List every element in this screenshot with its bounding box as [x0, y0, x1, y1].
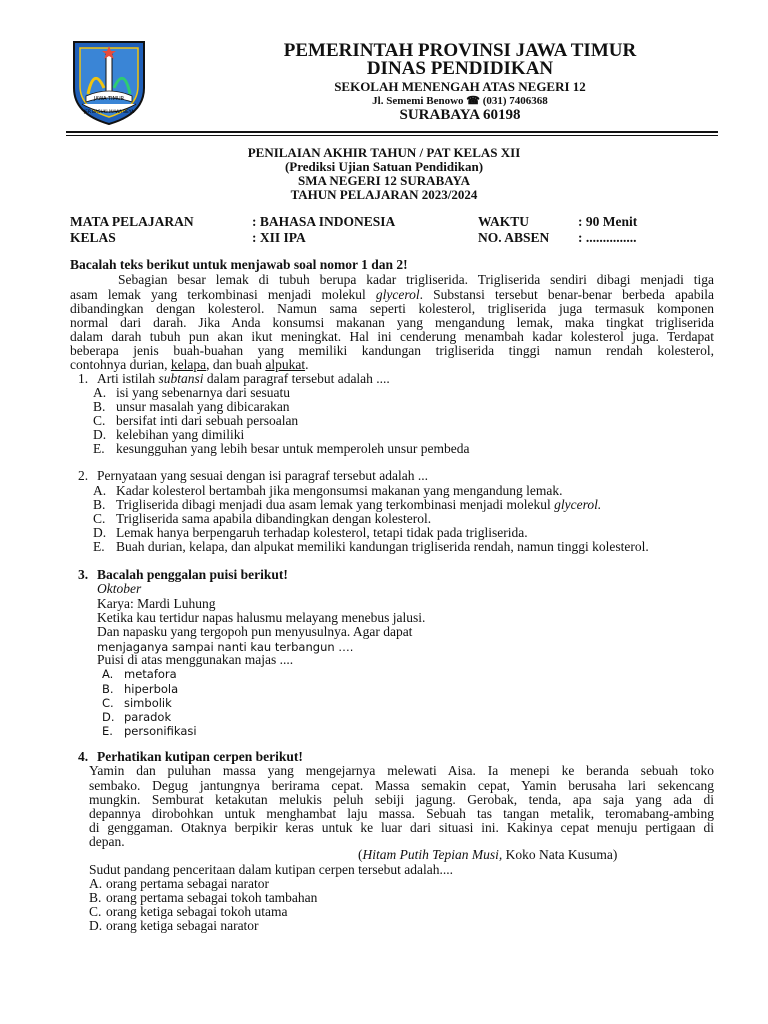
option-letter: D. — [93, 427, 107, 442]
option-letter: A. — [102, 667, 114, 681]
option-letter: B. — [93, 399, 106, 414]
option-text: simbolik — [124, 696, 172, 710]
passage-line: Sebagian besar lemak di tubuh berupa kadar trigliserida. Trigliserida sendiri dibagi menjadi tiga — [118, 272, 714, 287]
letterhead-divider-thick — [66, 131, 718, 133]
subject-value: : BAHASA INDONESIA — [252, 214, 396, 229]
excerpt-line: sembako. Degug jantungnya berirama cepat. Massa semakin cepat, Yamin berusaha lari sekencang — [89, 778, 714, 793]
option-text: metafora — [124, 667, 177, 681]
option-text: orang ketiga sebagai narator — [106, 918, 259, 933]
passage-line: contohnya durian, kelapa, dan buah alpukat. — [70, 357, 309, 372]
poem-author: Karya: Mardi Luhung — [97, 596, 216, 611]
option-text: Kadar kolesterol bertambah jika mengonsumsi makanan yang mengandung lemak. — [116, 483, 563, 498]
time-value: : 90 Menit — [578, 214, 638, 229]
poem-line: Dan napasku yang tergopoh pun menyusulnya. Agar dapat — [97, 624, 413, 639]
question-prompt: Sudut pandang penceritaan dalam kutipan cerpen tersebut adalah.... — [89, 862, 453, 877]
letterhead-city: SURABAYA 60198 — [399, 107, 521, 123]
excerpt-line: di genggaman. Otaknya berpikir keras untuk ke luar dari situasi ini. Kakinya cepat menuju pertigaan di — [89, 820, 714, 835]
passage-line: asam lemak yang terkombinasi menjadi molekul glycerol. Substansi tersebut benar-benar berbeda apabila — [70, 287, 714, 302]
question-stem: Pernyataan yang sesuai dengan isi paragraf tersebut adalah ... — [97, 468, 428, 483]
exam-school: SMA NEGERI 12 SURABAYA — [297, 173, 471, 188]
logo-motto: JER BASUKI MAWA BEYA — [84, 109, 134, 114]
option-text: orang pertama sebagai narator — [106, 876, 270, 891]
question-number: 3. — [78, 567, 89, 582]
letterhead-school: SEKOLAH MENENGAH ATAS NEGERI 12 — [334, 79, 586, 94]
option-letter: C. — [89, 904, 102, 919]
option-text: orang ketiga sebagai tokoh utama — [106, 904, 288, 919]
question-stem: Bacalah penggalan puisi berikut! — [97, 567, 288, 582]
option-letter: E. — [93, 539, 105, 554]
letterhead-divider-thin — [66, 135, 718, 136]
option-letter: A. — [93, 385, 107, 400]
poem-line: menjaganya sampai nanti kau terbangun …. — [97, 640, 354, 654]
option-text: kelebihan yang dimiliki — [116, 427, 245, 442]
letterhead-government: PEMERINTAH PROVINSI JAWA TIMUR — [283, 40, 637, 61]
class-label: KELAS — [70, 230, 116, 245]
exam-subtitle: (Prediksi Ujian Satuan Pendidikan) — [284, 159, 484, 174]
option-text: Trigliserida sama apabila dibandingkan dengan kolesterol. — [116, 511, 432, 526]
question-stem: Perhatikan kutipan cerpen berikut! — [97, 749, 303, 764]
option-text: kesungguhan yang lebih besar untuk memperoleh unsur pembeda — [116, 441, 470, 456]
option-letter: D. — [89, 918, 103, 933]
option-text: paradok — [124, 710, 172, 724]
time-label: WAKTU — [478, 214, 530, 229]
class-value: : XII IPA — [252, 230, 306, 245]
excerpt-source: (Hitam Putih Tepian Musi, Koko Nata Kusuma) — [358, 847, 618, 862]
option-letter: C. — [102, 696, 114, 710]
option-text: bersifat inti dari sebuah persoalan — [116, 413, 299, 428]
passage-line: normal dari darah. Jika Anda konsumsi makanan yang mengandung lemak, maka tingkat trigliserida — [70, 315, 714, 330]
letterhead-department: DINAS PENDIDIKAN — [366, 58, 554, 79]
option-letter: C. — [93, 413, 106, 428]
absen-value: : ............... — [578, 230, 637, 245]
province-emblem-logo — [64, 36, 154, 126]
option-text: Lemak hanya berpengaruh terhadap kolesterol, tetapi tidak pada trigliserida. — [116, 525, 528, 540]
option-text: Buah durian, kelapa, dan alpukat memiliki kandungan trigliserida rendah, namun tinggi kolesterol. — [116, 539, 649, 554]
passage-line: dalam darah tubuh pun akan ikut meningkat. Hal ini cenderung menambah kadar kolesterol juga. Terdapat — [70, 329, 714, 344]
option-letter: A. — [89, 876, 103, 891]
poem-title: Oktober — [97, 581, 142, 596]
option-letter: E. — [93, 441, 105, 456]
option-text: hiperbola — [124, 682, 179, 696]
letterhead-address: Jl. Sememi Benowo ☎ (031) 7406368 — [372, 95, 548, 107]
option-text: isi yang sebenarnya dari sesuatu — [116, 385, 290, 400]
passage-instruction: Bacalah teks berikut untuk menjawab soal nomor 1 dan 2! — [70, 257, 408, 272]
option-letter: D. — [102, 710, 115, 724]
exam-year: TAHUN PELAJARAN 2023/2024 — [290, 187, 478, 202]
option-letter: B. — [93, 497, 106, 512]
logo-text-top: JAWA TIMUR — [93, 96, 125, 102]
exam-title: PENILAIAN AKHIR TAHUN / PAT KELAS XII — [247, 145, 521, 160]
excerpt-line: mungkin. Semburat ketakutan melukis peluh sebiji jagung. Gerobak, tenda, apa saja yang ada di — [89, 792, 714, 807]
passage-line: beberapa jenis buah-buahan yang memiliki kandungan trigliserida tinggi namun rendah kolesterol, — [70, 343, 714, 358]
poem-line: Ketika kau tertidur napas halusmu melayang menebus jalusi. — [97, 610, 426, 625]
question-number: 2. — [78, 468, 89, 483]
option-text: unsur masalah yang dibicarakan — [116, 399, 290, 414]
option-text: personifikasi — [124, 724, 197, 738]
option-letter: A. — [93, 483, 107, 498]
question-number: 1. — [78, 371, 89, 386]
option-letter: C. — [93, 511, 106, 526]
option-text: Trigliserida dibagi menjadi dua asam lemak yang terkombinasi menjadi molekul glycerol. — [116, 497, 602, 512]
option-letter: B. — [89, 890, 102, 905]
excerpt-line: depan. — [89, 834, 125, 849]
excerpt-line: depannya dirobohkan untuk menghambat laju massa. Sebuah tas tangan metalik, teromabang-ambing — [89, 806, 714, 821]
subject-label: MATA PELAJARAN — [70, 214, 194, 229]
excerpt-line: Yamin dan puluhan massa yang mengejarnya melewati Aisa. Ia menepi ke beranda sebuah toko — [89, 763, 714, 778]
option-text: orang pertama sebagai tokoh tambahan — [106, 890, 318, 905]
option-letter: B. — [102, 682, 114, 696]
question-prompt: Puisi di atas menggunakan majas .... — [97, 652, 294, 667]
option-letter: D. — [93, 525, 107, 540]
option-letter: E. — [102, 724, 113, 738]
absen-label: NO. ABSEN — [478, 230, 550, 245]
passage-line: dibandingkan dengan kolesterol. Namun sama seperti kolesterol, trigliserida juga termasuk komponen — [70, 301, 714, 316]
question-stem: Arti istilah subtansi dalam paragraf tersebut adalah .... — [97, 371, 390, 386]
question-number: 4. — [78, 749, 89, 764]
